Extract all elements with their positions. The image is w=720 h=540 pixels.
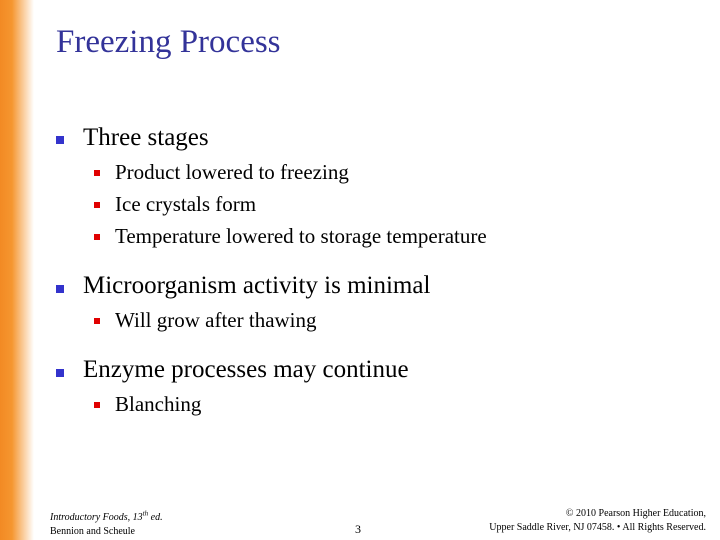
page-number: 3 <box>355 522 361 536</box>
book-title: Introductory Foods, 13 <box>50 512 143 524</box>
bullet-3: Enzyme processes may continue <box>83 356 409 383</box>
book-edition: ed. <box>148 512 163 524</box>
orange-gradient-bar <box>0 0 34 540</box>
bullet-icon <box>56 285 64 293</box>
sub-bullet: Product lowered to freezing <box>115 160 349 184</box>
sub-bullet-icon <box>94 202 100 208</box>
sub-bullet-icon <box>94 318 100 324</box>
slide-title: Freezing Process <box>56 24 281 60</box>
sub-bullet: Will grow after thawing <box>115 308 317 332</box>
authors: Bennion and Scheule <box>50 526 135 538</box>
sub-bullet-icon <box>94 402 100 408</box>
address: Upper Saddle River, NJ 07458. • All Rights Reserved. <box>489 522 706 533</box>
footer-left <box>50 507 163 539</box>
copyright: © 2010 Pearson Higher Education, <box>565 508 706 519</box>
bullet-1: Three stages <box>83 124 209 151</box>
bullet-icon <box>56 369 64 377</box>
sub-bullet-icon <box>94 234 100 240</box>
bullet-icon <box>56 136 64 144</box>
sub-bullet: Blanching <box>115 392 202 416</box>
footer-right <box>489 507 706 535</box>
sub-bullet-icon <box>94 170 100 176</box>
sub-bullet: Temperature lowered to storage temperature <box>115 224 487 248</box>
book-sup: th <box>142 510 149 518</box>
sub-bullet: Ice crystals form <box>115 192 257 216</box>
bullet-2: Microorganism activity is minimal <box>83 272 431 299</box>
